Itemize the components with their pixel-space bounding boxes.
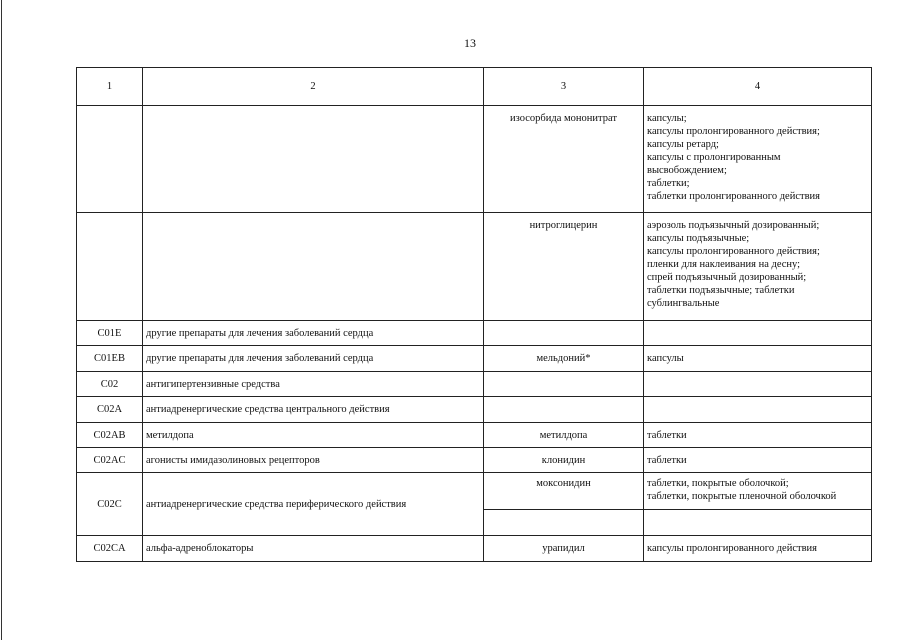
table-row <box>77 536 872 562</box>
form-line: пленки для наклеивания на десну; <box>647 259 801 270</box>
page-number: 13 <box>464 36 476 50</box>
table-row <box>77 321 872 346</box>
forms-cell <box>644 473 872 510</box>
drug-cell <box>484 372 644 397</box>
forms-cell <box>644 397 872 423</box>
table-row <box>77 423 872 448</box>
forms-cell: капсулы пролонгированного действия <box>644 536 872 562</box>
form-line: таблетки; <box>647 178 690 189</box>
header-cell-4: 4 <box>644 68 872 106</box>
drug-cell: нитроглицерин <box>484 213 644 321</box>
group-cell: антигипертензивные средства <box>143 372 484 397</box>
code-cell: C01EB <box>77 346 143 372</box>
code-cell: C02A <box>77 397 143 423</box>
table-row <box>77 397 872 423</box>
form-line: таблетки, покрытые пленочной оболочкой <box>647 491 837 502</box>
group-cell: альфа-адреноблокаторы <box>143 536 484 562</box>
form-line: таблетки пролонгированного действия <box>647 191 820 202</box>
drug-cell: изосорбида мононитрат <box>484 106 644 213</box>
group-cell: антиадренергические средства центрального действия <box>143 397 484 423</box>
form-line: таблетки, покрытые оболочкой; <box>647 478 789 489</box>
group-cell <box>143 213 484 321</box>
drug-cell: мельдоний* <box>484 346 644 372</box>
drug-cell: метилдопа <box>484 423 644 448</box>
form-line: капсулы ретард; <box>647 139 719 150</box>
table-row <box>77 473 872 510</box>
forms-cell <box>644 372 872 397</box>
code-cell: C02C <box>77 473 143 536</box>
code-cell: C02AC <box>77 448 143 473</box>
drug-cell: клонидин <box>484 448 644 473</box>
drug-cell: урапидил <box>484 536 644 562</box>
header-cell-3: 3 <box>484 68 644 106</box>
forms-cell: капсулы <box>644 346 872 372</box>
form-line: спрей подъязычный дозированный; <box>647 272 807 283</box>
forms-cell: таблетки <box>644 423 872 448</box>
drug-cell-empty <box>484 510 644 536</box>
header-cell-2: 2 <box>143 68 484 106</box>
form-line: капсулы; <box>647 113 687 124</box>
group-cell: агонисты имидазолиновых рецепторов <box>143 448 484 473</box>
group-cell: другие препараты для лечения заболеваний сердца <box>143 346 484 372</box>
table-row <box>77 213 872 321</box>
code-cell: C02 <box>77 372 143 397</box>
code-cell <box>77 213 143 321</box>
code-cell: C02AB <box>77 423 143 448</box>
form-line: капсулы пролонгированного действия; <box>647 126 820 137</box>
drug-cell <box>484 397 644 423</box>
forms-cell <box>644 213 872 321</box>
code-cell: C01E <box>77 321 143 346</box>
group-cell: антиадренергические средства периферического действия <box>143 473 484 536</box>
code-cell <box>77 106 143 213</box>
form-line: капсулы с пролонгированным <box>647 152 781 163</box>
header-row <box>77 68 872 106</box>
forms-cell-empty <box>644 510 872 536</box>
forms-cell <box>644 321 872 346</box>
form-line: высвобождением; <box>647 165 727 176</box>
drug-cell: моксонидин <box>484 473 644 510</box>
form-line: таблетки подъязычные; таблетки <box>647 285 795 296</box>
table-row <box>77 372 872 397</box>
form-line: аэрозоль подъязычный дозированный; <box>647 220 820 231</box>
group-cell: метилдопа <box>143 423 484 448</box>
form-line: капсулы пролонгированного действия; <box>647 246 820 257</box>
drug-cell <box>484 321 644 346</box>
forms-cell <box>644 106 872 213</box>
header-cell-1: 1 <box>77 68 143 106</box>
form-line: капсулы подъязычные; <box>647 233 750 244</box>
table-row <box>77 106 872 213</box>
table-row <box>77 346 872 372</box>
code-cell: C02CA <box>77 536 143 562</box>
forms-cell: таблетки <box>644 448 872 473</box>
table-row <box>77 448 872 473</box>
drug-classification-table <box>76 67 872 562</box>
group-cell: другие препараты для лечения заболеваний сердца <box>143 321 484 346</box>
page-left-edge <box>1 0 2 640</box>
group-cell <box>143 106 484 213</box>
form-line: сублингвальные <box>647 298 720 309</box>
